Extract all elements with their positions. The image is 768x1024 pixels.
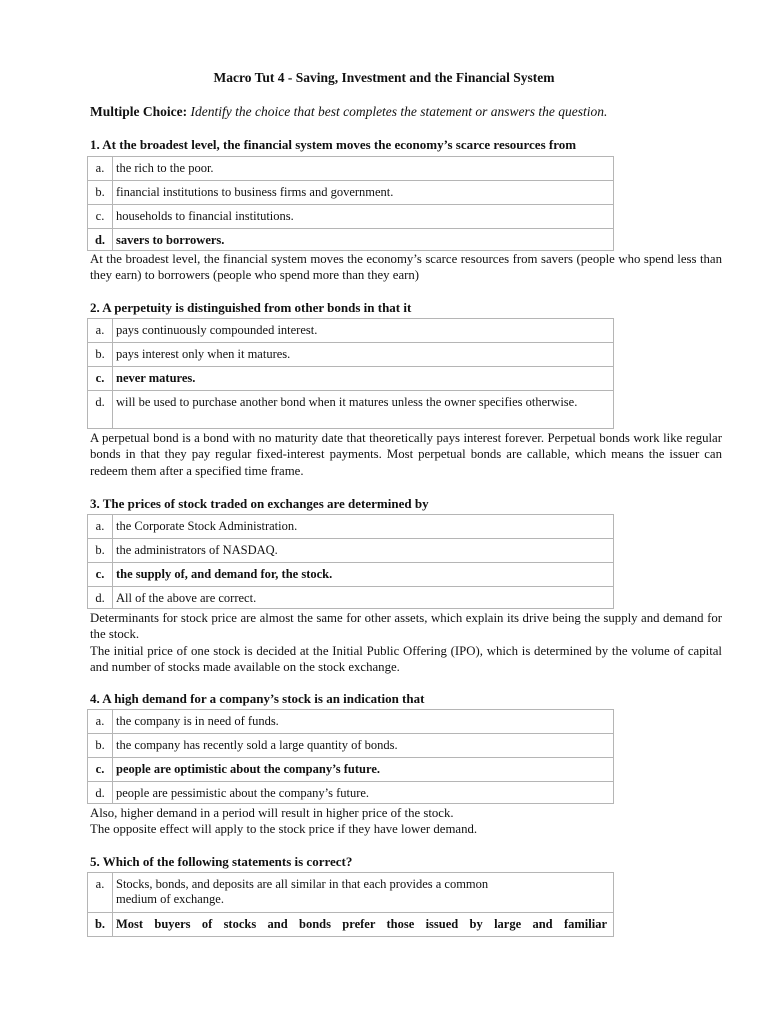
- option-text: Most buyers of stocks and bonds prefer those issued by large and familiar: [113, 913, 614, 937]
- explanation: [90, 805, 722, 838]
- option-letter: b.: [88, 181, 113, 205]
- options-table: [87, 318, 614, 429]
- options-table: [87, 156, 614, 251]
- option-text: households to financial institutions.: [113, 205, 614, 229]
- option-row: [88, 710, 614, 734]
- option-row-answer: [88, 229, 614, 251]
- question-stem: 2. A perpetuity is distinguished from other bonds in that it: [90, 300, 412, 315]
- explanation: [90, 610, 722, 675]
- option-text: pays interest only when it matures.: [113, 343, 614, 367]
- options-table: [87, 514, 614, 609]
- option-row: [88, 205, 614, 229]
- option-row: [88, 319, 614, 343]
- option-text: All of the above are correct.: [113, 587, 614, 609]
- option-text: will be used to purchase another bond when it matures unless the owner specifies otherwise.: [113, 391, 614, 429]
- option-letter: b.: [88, 539, 113, 563]
- option-row-answer: [88, 913, 614, 937]
- document-title: Macro Tut 4 - Saving, Investment and the Financial System: [213, 70, 555, 85]
- option-text: never matures.: [113, 367, 614, 391]
- option-row: [88, 181, 614, 205]
- option-letter: c.: [88, 758, 113, 782]
- option-text: financial institutions to business firms and government.: [113, 181, 614, 205]
- option-text: savers to borrowers.: [113, 229, 614, 251]
- option-row: [88, 587, 614, 609]
- option-row-answer: [88, 758, 614, 782]
- option-row: [88, 782, 614, 804]
- option-letter: d.: [88, 587, 113, 609]
- explanation: [90, 430, 722, 479]
- instructions: [90, 104, 607, 120]
- option-row: [88, 515, 614, 539]
- option-text: people are optimistic about the company’s future.: [113, 758, 614, 782]
- explanation-paragraph: At the broadest level, the financial system moves the economy’s scarce resources from savers (people who spend less than they earn) to borrowers (people who spend more than they earn): [90, 252, 722, 283]
- option-text: the rich to the poor.: [113, 157, 614, 181]
- option-letter: c.: [88, 367, 113, 391]
- option-letter: a.: [88, 515, 113, 539]
- option-letter: d.: [88, 782, 113, 804]
- option-letter: a.: [88, 710, 113, 734]
- explanation-paragraph: Determinants for stock price are almost the same for other assets, which explain its drive being the supply and demand for the stock.: [90, 611, 722, 642]
- explanation-paragraph: Also, higher demand in a period will result in higher price of the stock.: [90, 806, 454, 820]
- instructions-text: Identify the choice that best completes the statement or answers the question.: [190, 104, 608, 119]
- option-text: the company is in need of funds.: [113, 710, 614, 734]
- option-letter: d.: [88, 229, 113, 251]
- question-stem: 3. The prices of stock traded on exchanges are determined by: [90, 496, 429, 511]
- option-row: [88, 539, 614, 563]
- option-letter: d.: [88, 391, 113, 429]
- explanation: [90, 251, 722, 284]
- option-letter: b.: [88, 913, 113, 937]
- option-row: [88, 391, 614, 429]
- option-letter: a.: [88, 157, 113, 181]
- option-letter: c.: [88, 205, 113, 229]
- options-table: [87, 709, 614, 804]
- option-row: [88, 734, 614, 758]
- option-letter: a.: [88, 873, 113, 913]
- question-stem: 5. Which of the following statements is correct?: [90, 854, 353, 869]
- question-stem: 4. A high demand for a company’s stock is an indication that: [90, 691, 425, 706]
- explanation-paragraph: The opposite effect will apply to the stock price if they have lower demand.: [90, 822, 478, 837]
- instructions-label: Multiple Choice:: [90, 104, 188, 119]
- option-text: the company has recently sold a large quantity of bonds.: [113, 734, 614, 758]
- option-letter: b.: [88, 343, 113, 367]
- option-row: [88, 343, 614, 367]
- option-text: pays continuously compounded interest.: [113, 319, 614, 343]
- option-letter: a.: [88, 319, 113, 343]
- explanation-paragraph: A perpetual bond is a bond with no maturity date that theoretically pays interest forever. Perpetual bonds work like regular bonds in that they pay regular fixed-interest payments. Most perpetual bonds are callable, which means the issuer can redeem them after a specified time frame.: [90, 431, 722, 478]
- option-text: the administrators of NASDAQ.: [113, 539, 614, 563]
- explanation-paragraph: The initial price of one stock is decided at the Initial Public Offering (IPO), which is determined by the volume of capital and number of stocks made available on the stock exchange.: [90, 643, 722, 674]
- option-text: the Corporate Stock Administration.: [113, 515, 614, 539]
- option-row: [88, 873, 614, 913]
- option-row: [88, 157, 614, 181]
- option-row-answer: [88, 367, 614, 391]
- option-text: people are pessimistic about the company’s future.: [113, 782, 614, 804]
- option-letter: b.: [88, 734, 113, 758]
- option-text: the supply of, and demand for, the stock.: [113, 563, 614, 587]
- options-table: [87, 872, 614, 937]
- question-stem: 1. At the broadest level, the financial system moves the economy’s scarce resources from: [90, 137, 577, 152]
- option-letter: c.: [88, 563, 113, 587]
- option-row-answer: [88, 563, 614, 587]
- option-text: Stocks, bonds, and deposits are all similar in that each provides a common medium of exchange.: [113, 873, 614, 913]
